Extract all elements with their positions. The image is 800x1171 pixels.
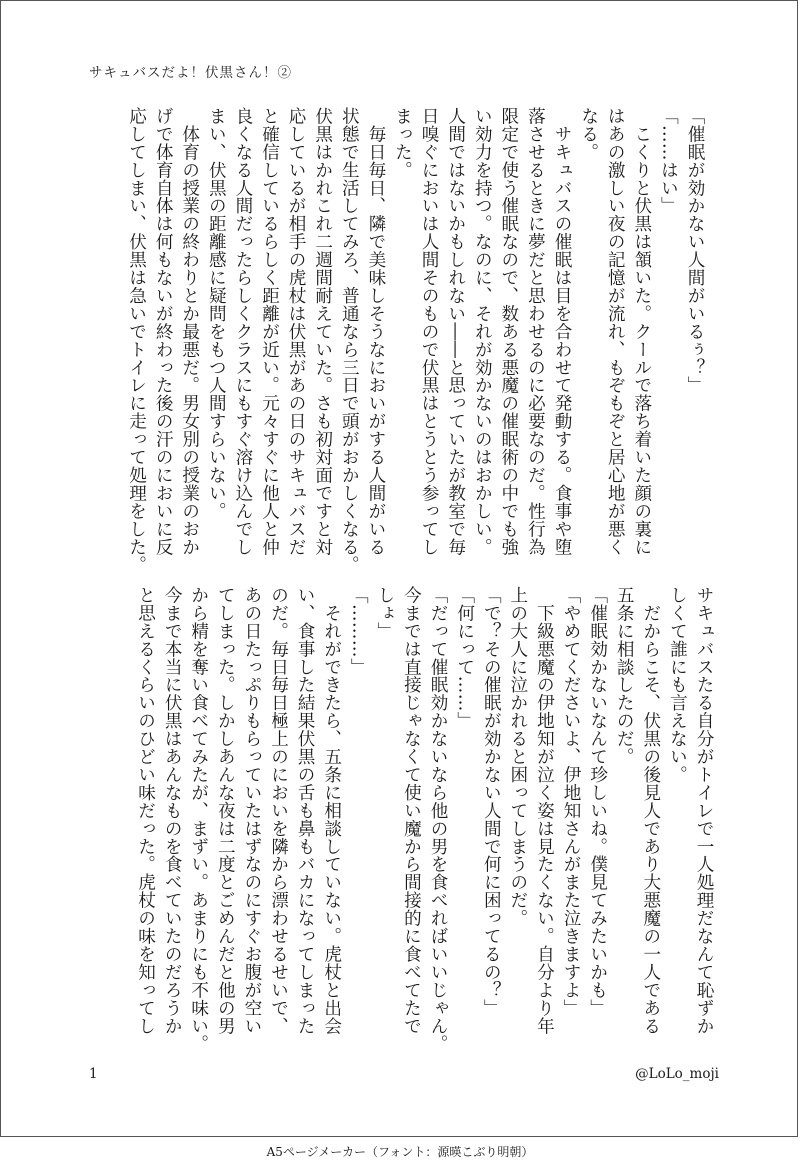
text-column: サキュバスたる自分がトイレで一人処理だなんて恥ずか — [694, 586, 714, 1035]
text-column: しょ」 — [374, 586, 395, 640]
text-column: 「………」 — [348, 586, 369, 676]
text-column: 応してしまい、伏黒は急いでトイレに走って処理をした。 — [126, 107, 147, 574]
text-column: い効力を持つ。なのに、それが効かないのはおかしい。 — [472, 107, 493, 556]
text-column: それができたら、五条に相談していない。虎杖と出会 — [321, 586, 342, 1035]
text-column: げで体育自体は何もないが終わった後の汗のにおいに反 — [153, 107, 174, 556]
text-column: 「やめてくださいよ、伊地知さんがまた泣きますよ」 — [561, 586, 582, 1017]
text-column: はあの激しい夜の記憶が流れ、もぞもぞと居心地が悪く — [605, 107, 626, 556]
text-column: 今まで本当に伏黒はあんなものを食べていたのだろうか — [162, 586, 183, 1035]
text-column: サキュバスの催眠は目を合わせて発動する。食事や堕 — [552, 107, 573, 556]
text-column: のだ。毎日毎日極上のにおいを隣から漂わせるせいで、 — [268, 586, 289, 1035]
text-column: い、食事した結果伏黒の舌も鼻もバカになってしまった — [295, 586, 316, 1035]
text-column: てしまった。しかしあんな夜は二度とごめんだと他の男 — [215, 586, 236, 1035]
text-column: 下級悪魔の伊地知が泣く姿は見たくない。自分より年 — [534, 586, 555, 1035]
text-column: と思えるくらいのひどい味だった。虎杖の味を知ってし — [135, 586, 156, 1035]
page-number: 1 — [89, 1066, 98, 1082]
text-column: 毎日毎日、隣で美味しそうなにおいがする人間がいる — [365, 107, 386, 556]
text-column: 「だって催眠効かないなら他の男を食べればいいじゃん。 — [428, 586, 449, 1053]
text-column: 「……はい」 — [658, 107, 679, 215]
text-column: あの日たっぷりもらっていたはずなのにすぐお腹が空い — [241, 586, 262, 1035]
text-column: 「で？その催眠が効かない人間で何に困ってるの？」 — [481, 586, 502, 1017]
text-column: だからこそ、伏黒の後見人であり大悪魔の一人である — [640, 586, 661, 1035]
text-column: 限定で使う催眠なので、数ある悪魔の催眠術の中でも強 — [498, 107, 519, 556]
text-column: 「催眠が効かない人間がいるぅ？」 — [685, 107, 705, 395]
author-handle: @LoLo_moji — [635, 1066, 719, 1082]
text-column: 上の大人に泣かれると困ってしまうのだ。 — [507, 586, 528, 928]
text-column: 良くなる人間だったらしくクラスにもすぐ溶け込んでし — [232, 107, 253, 556]
text-column: 今までは直接じゃなくて使い魔から間接的に食べてたで — [401, 586, 422, 1035]
text-column: 「何にって……」 — [454, 586, 475, 730]
text-column: 落させるときに夢だと思わせるのに必要なのだ。性行為 — [525, 107, 546, 556]
page-title: サキュバスだよ！伏黒さん！② — [89, 65, 292, 81]
lower-text-block — [77, 586, 717, 1053]
text-column: 人間ではないかもしれない――と思っていたが教室で毎 — [445, 107, 466, 556]
text-column: と確信しているらしく距離が近い。元々すぐに他人と仲 — [259, 107, 280, 556]
text-column: 状態で生活してみろ、普通なら三日で頭がおかしくなる。 — [339, 107, 360, 574]
upper-text-block — [68, 107, 708, 574]
text-column: こくりと伏黒は頷いた。クールで落ち着いた顔の裏に — [631, 107, 652, 556]
text-column: 「催眠効かないなんて珍しいね。僕見てみたいかも」 — [587, 586, 608, 1017]
text-column: 体育の授業の終わりとか最悪だ。男女別の授業のおか — [179, 107, 200, 556]
text-column: まい、伏黒の距離感に疑問をもつ人間すらいない。 — [206, 107, 227, 520]
text-column: 五条に相談したのだ。 — [614, 586, 635, 766]
text-column: まった。 — [392, 107, 413, 179]
footer-caption: A5ページメーカー（フォント：源暎こぶり明朝） — [266, 1145, 534, 1159]
text-column: 伏黒はかれこれ二週間耐えていた。さも初対面ですと対 — [312, 107, 333, 556]
text-column: 日嗅ぐにおいは人間そのもので伏黒はとうとう参ってし — [419, 107, 440, 556]
text-column: 応しているが相手の虎杖は伏黒があの日のサキュバスだ — [286, 107, 307, 556]
text-column: なる。 — [578, 107, 599, 161]
text-column: しくて誰にも言えない。 — [667, 586, 688, 784]
text-column: から精を奪い食べてみたが、まずい。あまりにも不味い。 — [188, 586, 209, 1053]
